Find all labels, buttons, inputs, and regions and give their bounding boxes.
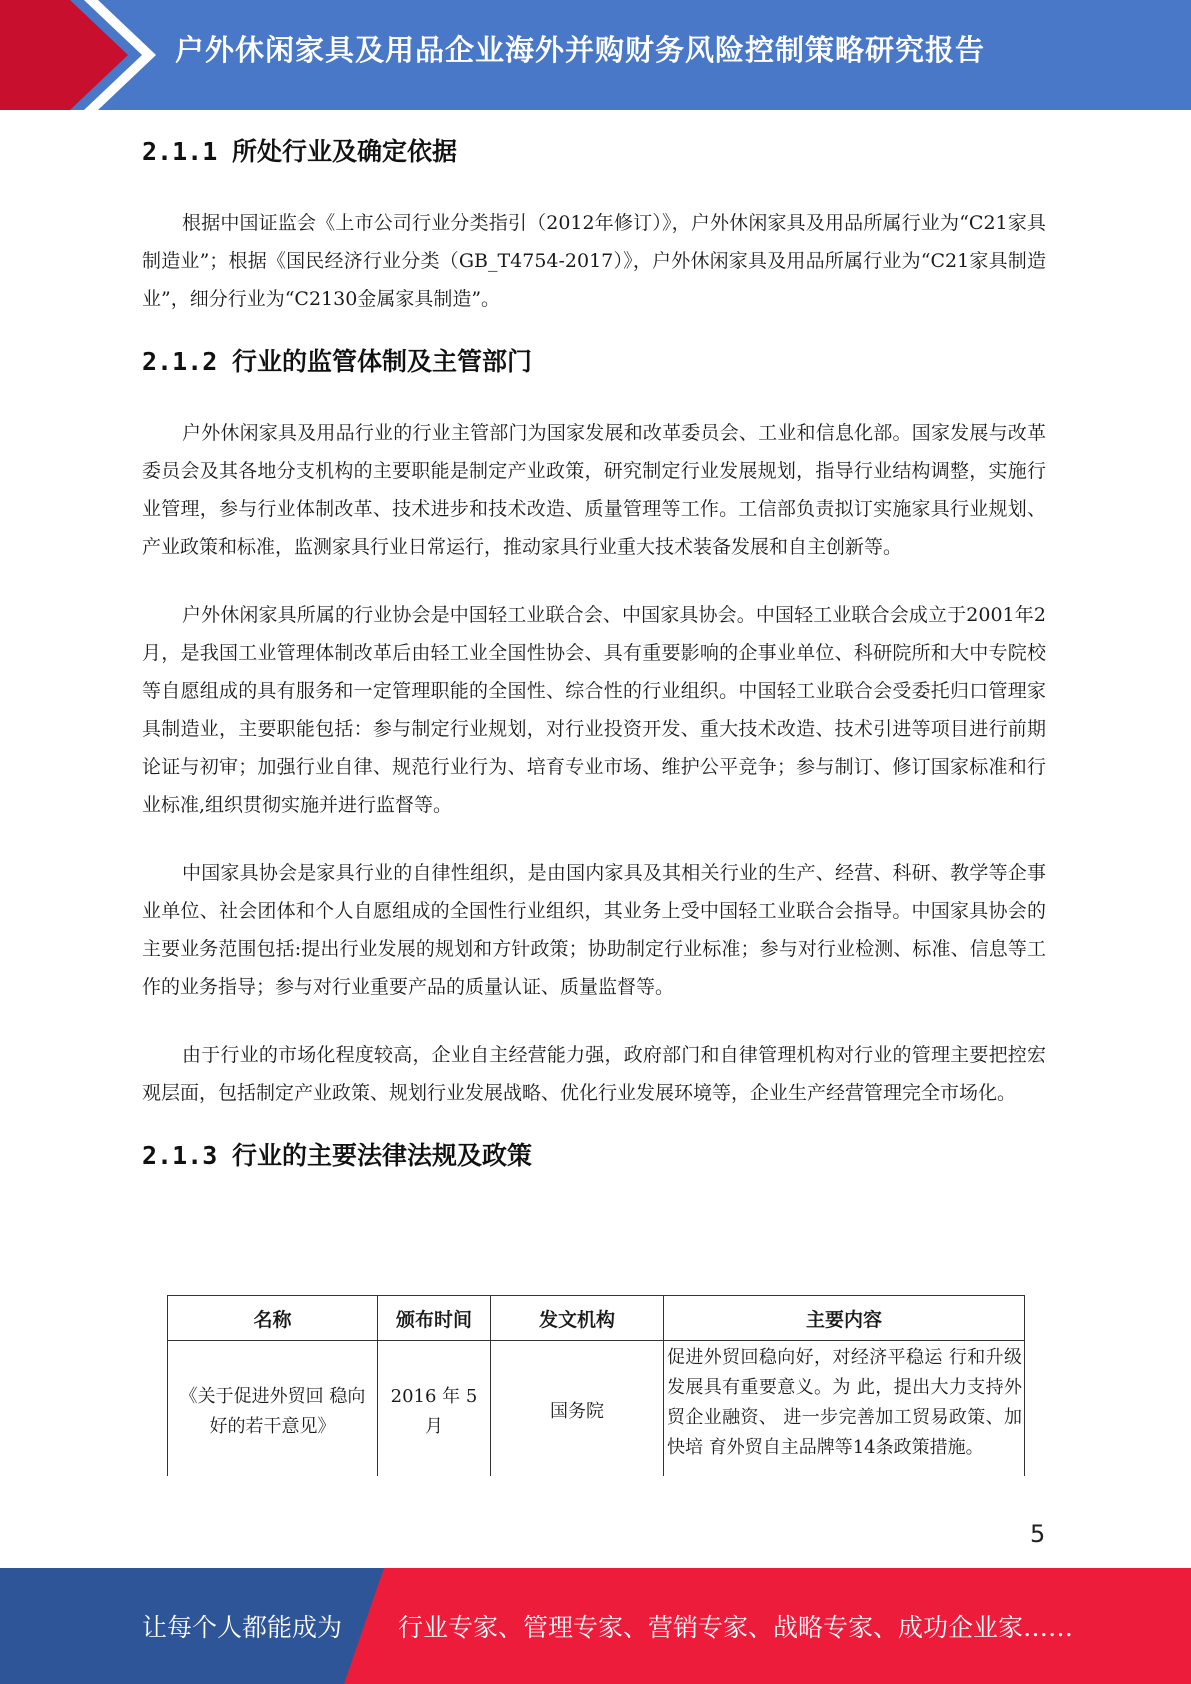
cell-date: 2016 年 5月: [378, 1341, 491, 1484]
footer-banner: [0, 1568, 1191, 1684]
header-banner: [0, 0, 1191, 110]
policy-table: [167, 1295, 1025, 1484]
cell-agency: 国务院: [491, 1341, 664, 1484]
column-header-date: 颁布时间: [378, 1296, 491, 1341]
page-break-mask: [0, 1476, 1191, 1516]
document-title: 户外休闲家具及用品企业海外并购财务风险控制策略研究报告: [175, 33, 986, 67]
table-row: [168, 1341, 1025, 1484]
column-header-content: 主要内容: [664, 1296, 1025, 1341]
section-number: 2.1.3: [142, 1141, 218, 1170]
paragraph: 由于行业的市场化程度较高，企业自主经营能力强，政府部门和自律管理机构对行业的管理主要把控宏观层面，包括制定产业政策、规划行业发展战略、优化行业发展环境等，企业生产经营管理完全市场化。: [142, 1044, 1046, 1104]
paragraph: 户外休闲家具及用品行业的行业主管部门为国家发展和改革委员会、工业和信息化部。国家发展与改革委员会及其各地分支机构的主要职能是制定产业政策，研究制定行业发展规划，指导行业结构调整，实施行业管理，参与行业体制改革、技术进步和技术改造、质量管理等工作。工信部负责拟订实施家具行业规划、产业政策和标准，监测家具行业日常运行，推动家具行业重大技术装备发展和自主创新等。: [142, 422, 1046, 558]
paragraph: 户外休闲家具所属的行业协会是中国轻工业联合会、中国家具协会。中国轻工业联合会成立于2001年2月，是我国工业管理体制改革后由轻工业全国性协会、具有重要影响的企事业单位、科研院所和大中专院校等自愿组成的具有服务和一定管理职能的全国性、综合性的行业组织。中国轻工业联合会受委托归口管理家具制造业，主要职能包括：参与制定行业规划，对行业投资开发、重大技术改造、技术引进等项目进行前期论证与初审；加强行业自律、规范行业行为、培育专业市场、维护公平竞争；参与制订、修订国家标准和行业标准,组织贯彻实施并进行监督等。: [142, 604, 1046, 816]
cell-content: 促进外贸回稳向好，对经济平稳运 行和升级发展具有重要意义。为 此，提出大力支持外贸企业融资、 进一步完善加工贸易政策、加快培 育外贸自主品牌等14条政策措施。: [664, 1341, 1025, 1484]
paragraph: 中国家具协会是家具行业的自律性组织，是由国内家具及其相关行业的生产、经营、科研、教学等企事业单位、社会团体和个人自愿组成的全国性行业组织，其业务上受中国轻工业联合会指导。中国家具协会的主要业务范围包括:提出行业发展的规划和方针政策；协助制定行业标准；参与对行业检测、标准、信息等工作的业务指导；参与对行业重要产品的质量认证、质量监督等。: [142, 862, 1046, 998]
footer-slogan-right: 行业专家、管理专家、营销专家、战略专家、成功企业家……: [398, 1613, 1074, 1642]
paragraph: 根据中国证监会《上市公司行业分类指引（2012年修订）》，户外休闲家具及用品所属行业为“C21家具制造业”；根据《国民经济行业分类（GB_T4754-2017）》，户外休闲家具及用品所属行业为“C21家具制造业”，细分行业为“C2130金属家具制造”。: [142, 212, 1046, 310]
section-title: 行业的监管体制及主管部门: [231, 347, 532, 376]
section-title: 行业的主要法律法规及政策: [231, 1141, 532, 1170]
column-header-agency: 发文机构: [491, 1296, 664, 1341]
section-heading-2-1-2: [142, 340, 1046, 384]
cell-name: 《关于促进外贸回 稳向好的若干意见》: [168, 1341, 378, 1484]
section-number: 2.1.2: [142, 347, 218, 376]
section-heading-2-1-3: [142, 1134, 1046, 1178]
main-content: [142, 128, 1046, 1178]
page-number: 5: [1030, 1520, 1046, 1548]
section-heading-2-1-1: [142, 130, 1046, 174]
footer-slogan-left: 让每个人都能成为: [142, 1613, 343, 1642]
section-title: 所处行业及确定依据: [231, 137, 457, 166]
column-header-name: 名称: [168, 1296, 378, 1341]
table-header-row: [168, 1296, 1025, 1341]
section-number: 2.1.1: [142, 137, 218, 166]
